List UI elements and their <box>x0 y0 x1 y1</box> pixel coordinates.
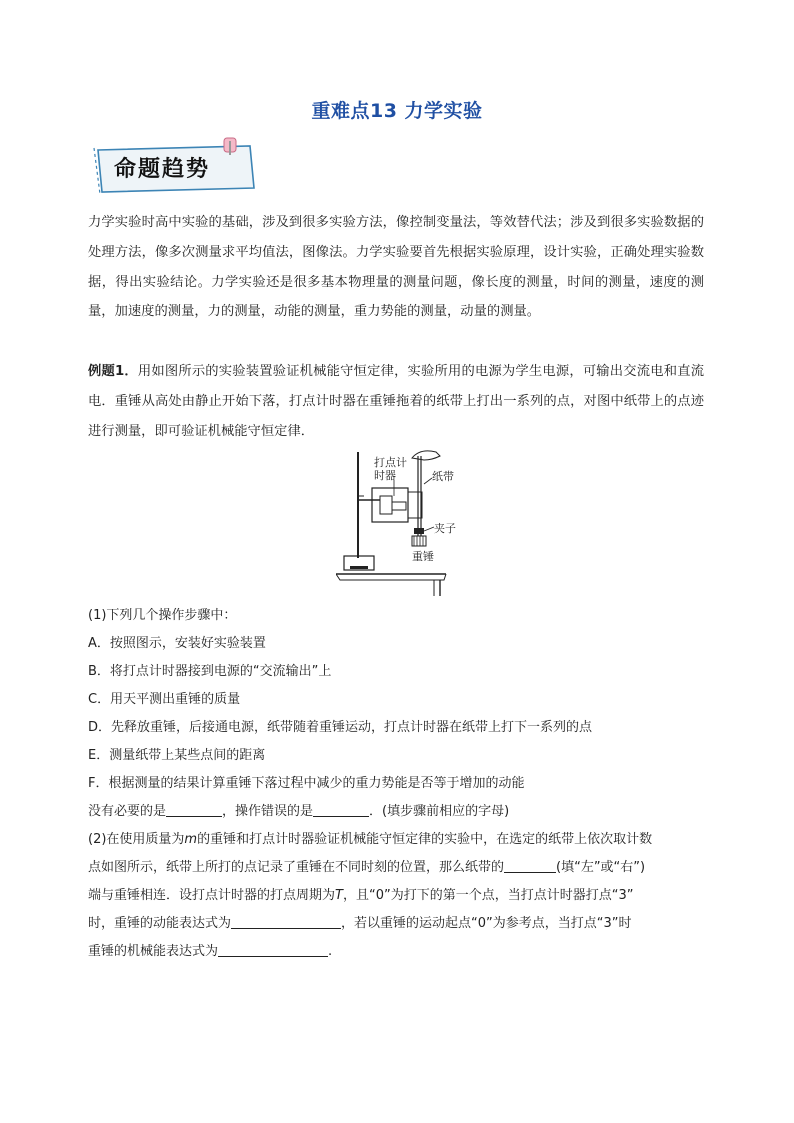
q1-step-a: A．按照图示，安装好实验装置 <box>88 636 266 651</box>
answer-blank-5[interactable] <box>218 940 328 957</box>
q1-answer-b: ，操作错误的是 <box>222 804 314 819</box>
q2-line-1 <box>88 826 704 854</box>
q1-step-c: C．用天平测出重锤的质量 <box>88 692 241 707</box>
intro-block <box>88 208 704 327</box>
q2-line-4 <box>88 910 704 938</box>
q2-l2a: 点如图所示，纸带上所打的点记录了重锤在不同时刻的位置，那么纸带的 <box>88 860 505 875</box>
q2-line-5 <box>88 938 704 966</box>
label-timer-2: 时器 <box>374 469 396 482</box>
question-2 <box>88 826 704 966</box>
question-1 <box>88 602 704 826</box>
intro-paragraph: 力学实验时高中实验的基础，涉及到很多实验方法，像控制变量法，等效替代法；涉及到很多实验数据的处理方法，像多次测量求平均值法，图像法。力学实验要首先根据实验原理，设计实验，正确处理实验数据，得出实验结论。力学实验还是很多基本物理量的测量问题，像长度的测量，时间的测量，速度的测量，加速度的测量，力的测量，动能的测量，重力势能的测量，动量的测量。 <box>88 215 704 320</box>
answer-blank-2[interactable] <box>313 800 369 817</box>
label-weight: 重锤 <box>412 550 434 563</box>
q2-l5b: . <box>328 944 333 959</box>
q1-step-f: F．根据测量的结果计算重锤下落过程中减少的重力势能是否等于增加的动能 <box>88 776 525 791</box>
label-clip: 夹子 <box>434 522 456 535</box>
q1-step-e: E．测量纸带上某些点间的距离 <box>88 748 266 763</box>
example-paragraph <box>88 357 704 446</box>
q1-step-d: D．先释放重锤，后接通电源，纸带随着重锤运动，打点计时器在纸带上打下一系列的点 <box>88 720 593 735</box>
q2-line-3 <box>88 882 704 910</box>
q1-answer-c: ．(填步骤前相应的字母) <box>369 804 510 819</box>
q2-l4b: ，若以重锤的运动起点“0”为参考点，当打点“3”时 <box>341 916 632 931</box>
answer-blank-4[interactable] <box>231 912 341 929</box>
q2-l3a: 端与重锤相连．设打点计时器的打点周期为 <box>88 888 336 903</box>
example-block <box>88 357 704 446</box>
apparatus-diagram <box>336 448 464 596</box>
example-text: 用如图所示的实验装置验证机械能守恒定律，实验所用的电源为学生电源，可输出交流电和直流电．重锤从高处由静止开始下落，打点计时器在重锤拖着的纸带上打出一系列的点，对图中纸带上的点迹进行测量，即可验证机械能守恒定律． <box>88 364 704 439</box>
example-label: 例题1． <box>88 364 138 379</box>
section-banner <box>92 136 260 198</box>
q2-l1: (2)在使用质量为 <box>88 832 185 847</box>
page-title: 重难点13 力学实验 <box>311 100 483 122</box>
q1-stem: (1)下列几个操作步骤中： <box>88 608 237 623</box>
label-timer-1: 打点计 <box>374 456 407 469</box>
answer-blank-3[interactable] <box>504 856 556 873</box>
q2-l2b: (填“左”或“右”) <box>556 860 646 875</box>
q2-l3b: ，且“0”为打下的第一个点，当打点计时器打点“3” <box>342 888 634 903</box>
apparatus-figure <box>336 448 464 596</box>
answer-blank-1[interactable] <box>166 800 222 817</box>
q2-line-2 <box>88 854 704 882</box>
label-tape: 纸带 <box>432 470 454 483</box>
q2-var-T: T <box>335 888 343 903</box>
banner-label: 命题趋势 <box>114 156 211 182</box>
q1-answer-line <box>88 798 704 826</box>
q2-l1b: 的重锤和打点计时器验证机械能守恒定律的实验中，在选定的纸带上依次取计数 <box>197 832 653 847</box>
q2-l4a: 时，重锤的动能表达式为 <box>88 916 232 931</box>
q2-var-m: m <box>184 832 198 847</box>
q1-step-b: B．将打点计时器接到电源的“交流输出”上 <box>88 664 332 679</box>
q1-answer-a: 没有必要的是 <box>88 804 167 819</box>
q2-l5a: 重锤的机械能表达式为 <box>88 944 219 959</box>
